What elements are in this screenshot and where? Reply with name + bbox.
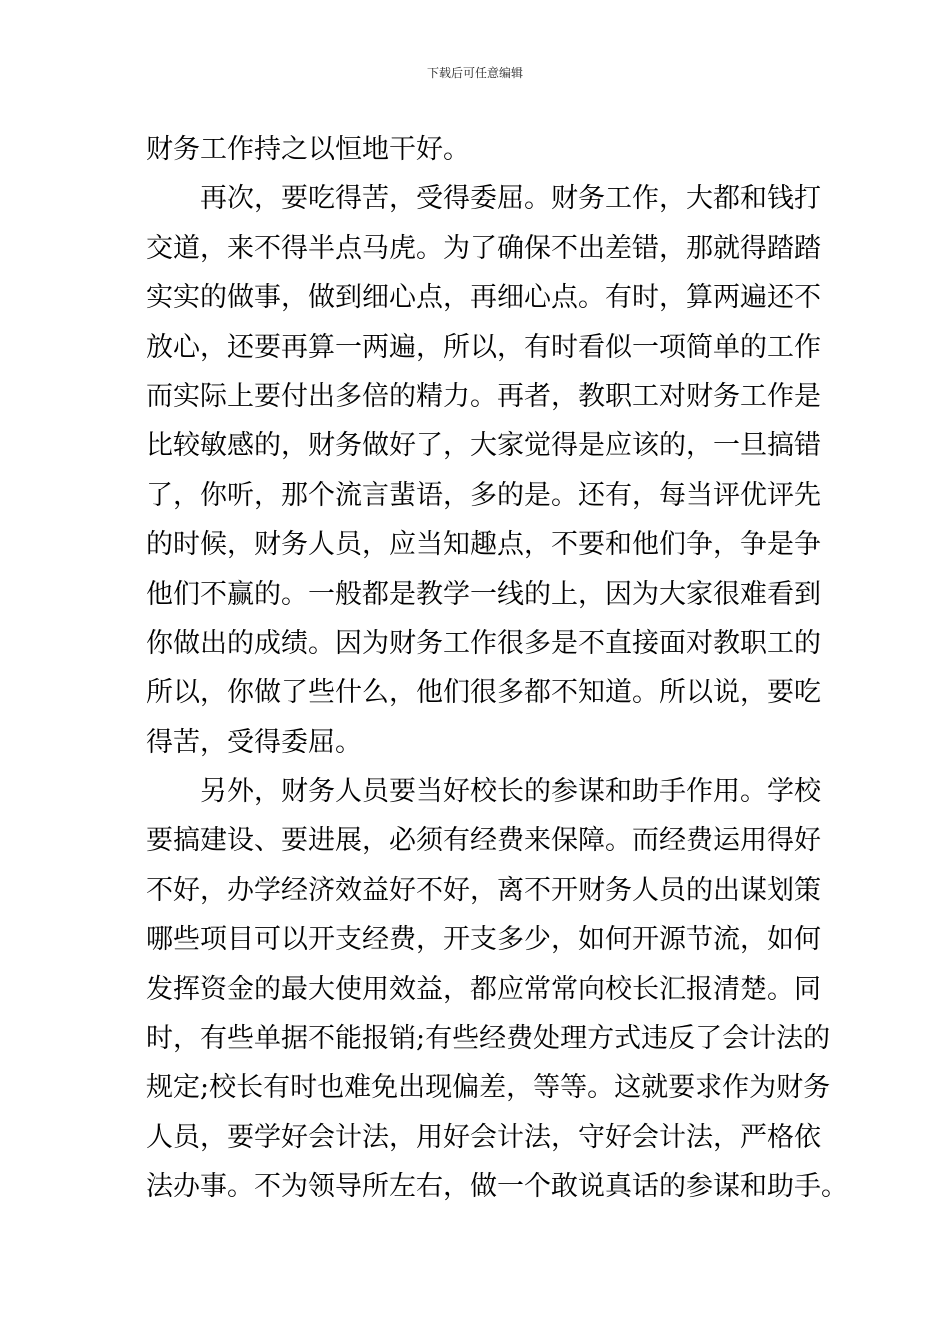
paragraph-2-line-7: 了，你听，那个流言蜚语，多的是。还有，每当评优评先 — [146, 479, 821, 511]
paragraph-3-line-1: 另外，财务人员要当好校长的参谋和助手作用。学校 — [200, 776, 821, 808]
paragraph-3-line-6: 时，有些单据不能报销;有些经费处理方式违反了会计法的 — [146, 1023, 831, 1055]
paragraph-3-line-5: 发挥资金的最大使用效益，都应常常向校长汇报清楚。同 — [146, 973, 821, 1005]
paragraph-1-line-1: 财务工作持之以恒地干好。 — [146, 134, 470, 165]
paragraph-3-line-2: 要搞建设、要进展，必须有经费来保障。而经费运用得好 — [146, 825, 821, 857]
paragraph-3-line-4: 哪些项目可以开支经费，开支多少，如何开源节流，如何 — [146, 924, 821, 956]
paragraph-2-line-12: 得苦，受得委屈。 — [146, 726, 362, 758]
paragraph-2-line-6: 比较敏感的，财务做好了，大家觉得是应该的，一旦搞错 — [146, 430, 821, 462]
paragraph-2-line-2: 交道，来不得半点马虎。为了确保不出差错，那就得踏踏 — [146, 232, 821, 264]
paragraph-3-line-3: 不好，办学经济效益好不好，离不开财务人员的出谋划策 — [146, 874, 821, 906]
paragraph-3-line-9: 法办事。不为领导所左右，做一个敢说真话的参谋和助手。 — [146, 1171, 848, 1203]
paragraph-2-line-4: 放心，还要再算一两遍，所以，有时看似一项简单的工作 — [146, 331, 821, 363]
paragraph-3-line-8: 人员，要学好会计法，用好会计法，守好会计法，严格依 — [146, 1121, 821, 1153]
paragraph-2-line-11: 所以，你做了些什么，他们很多都不知道。所以说，要吃 — [146, 677, 821, 709]
paragraph-2-line-3: 实实的做事，做到细心点，再细心点。有时，算两遍还不 — [146, 282, 821, 314]
paragraph-3-line-7: 规定;校长有时也难免出现偏差，等等。这就要求作为财务 — [146, 1072, 831, 1104]
page-header: 下载后可任意编辑 — [426, 66, 523, 80]
paragraph-2-line-5: 而实际上要付出多倍的精力。再者，教职工对财务工作是 — [146, 380, 821, 412]
paragraph-2-line-8: 的时候，财务人员，应当知趣点，不要和他们争，争是争 — [146, 529, 821, 561]
paragraph-2-line-1: 再次，要吃得苦，受得委屈。财务工作，大都和钱打 — [200, 183, 821, 215]
paragraph-2-line-10: 你做出的成绩。因为财务工作很多是不直接面对教职工的 — [146, 627, 821, 659]
paragraph-2-line-9: 他们不赢的。一般都是教学一线的上，因为大家很难看到 — [146, 578, 821, 610]
document-body — [146, 125, 848, 1212]
